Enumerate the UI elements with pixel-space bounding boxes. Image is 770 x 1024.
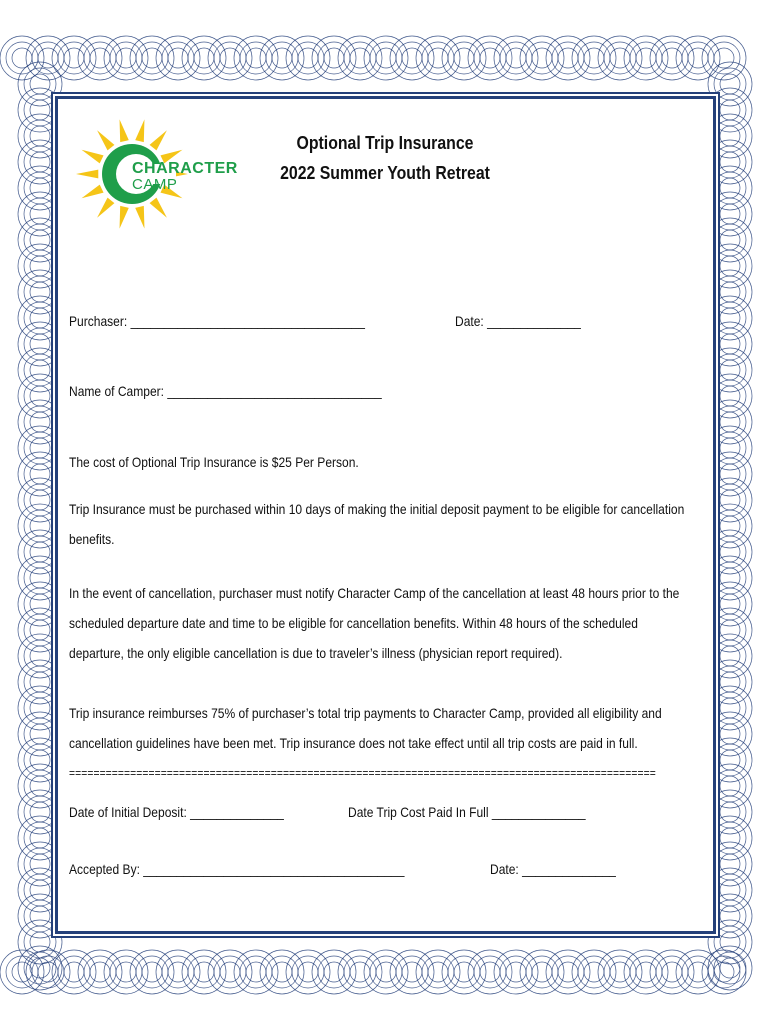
accepted-by-field[interactable]: Accepted By: _______________________________________ [69, 861, 405, 877]
paid-in-full-date-field[interactable]: Date Trip Cost Paid In Full ______________ [348, 804, 586, 820]
logo-line-character: CHARACTER [132, 160, 238, 177]
initial-deposit-date-field[interactable]: Date of Initial Deposit: ______________ [69, 804, 284, 820]
camper-name-field[interactable]: Name of Camper: ________________________________ [69, 383, 382, 399]
page-title: Optional Trip Insurance [296, 133, 474, 153]
date-field-top[interactable]: Date: ______________ [455, 313, 581, 329]
logo-wordmark [132, 160, 238, 192]
page-subtitle: 2022 Summer Youth Retreat [280, 163, 490, 183]
purchaser-field[interactable]: Purchaser: ___________________________________ [69, 313, 365, 329]
divider-line: ================================================================================================ [69, 766, 656, 780]
logo-line-camp: CAMP [132, 176, 178, 193]
date-field-bottom[interactable]: Date: ______________ [490, 861, 616, 877]
reimbursement-paragraph: Trip insurance reimburses 75% of purchaser’s total trip payments to Character Camp, provided all eligibility and cancellation guidelines have been met. Trip insurance does not take effect until all trip costs are paid in full. [69, 705, 662, 751]
cost-statement: The cost of Optional Trip Insurance is $25 Per Person. [69, 454, 359, 470]
title-block [245, 128, 525, 188]
purchase-window-paragraph: Trip Insurance must be purchased within 10 days of making the initial deposit payment to be eligible for cancellation benefits. [69, 501, 685, 547]
cancellation-paragraph: In the event of cancellation, purchaser must notify Character Camp of the cancellation at least 48 hours prior to the scheduled departure date and time to be eligible for cancellation benefits. Within 48 hours of the scheduled departure, the only eligible cancellation is due to traveler’s illness (physician report required). [69, 585, 680, 661]
